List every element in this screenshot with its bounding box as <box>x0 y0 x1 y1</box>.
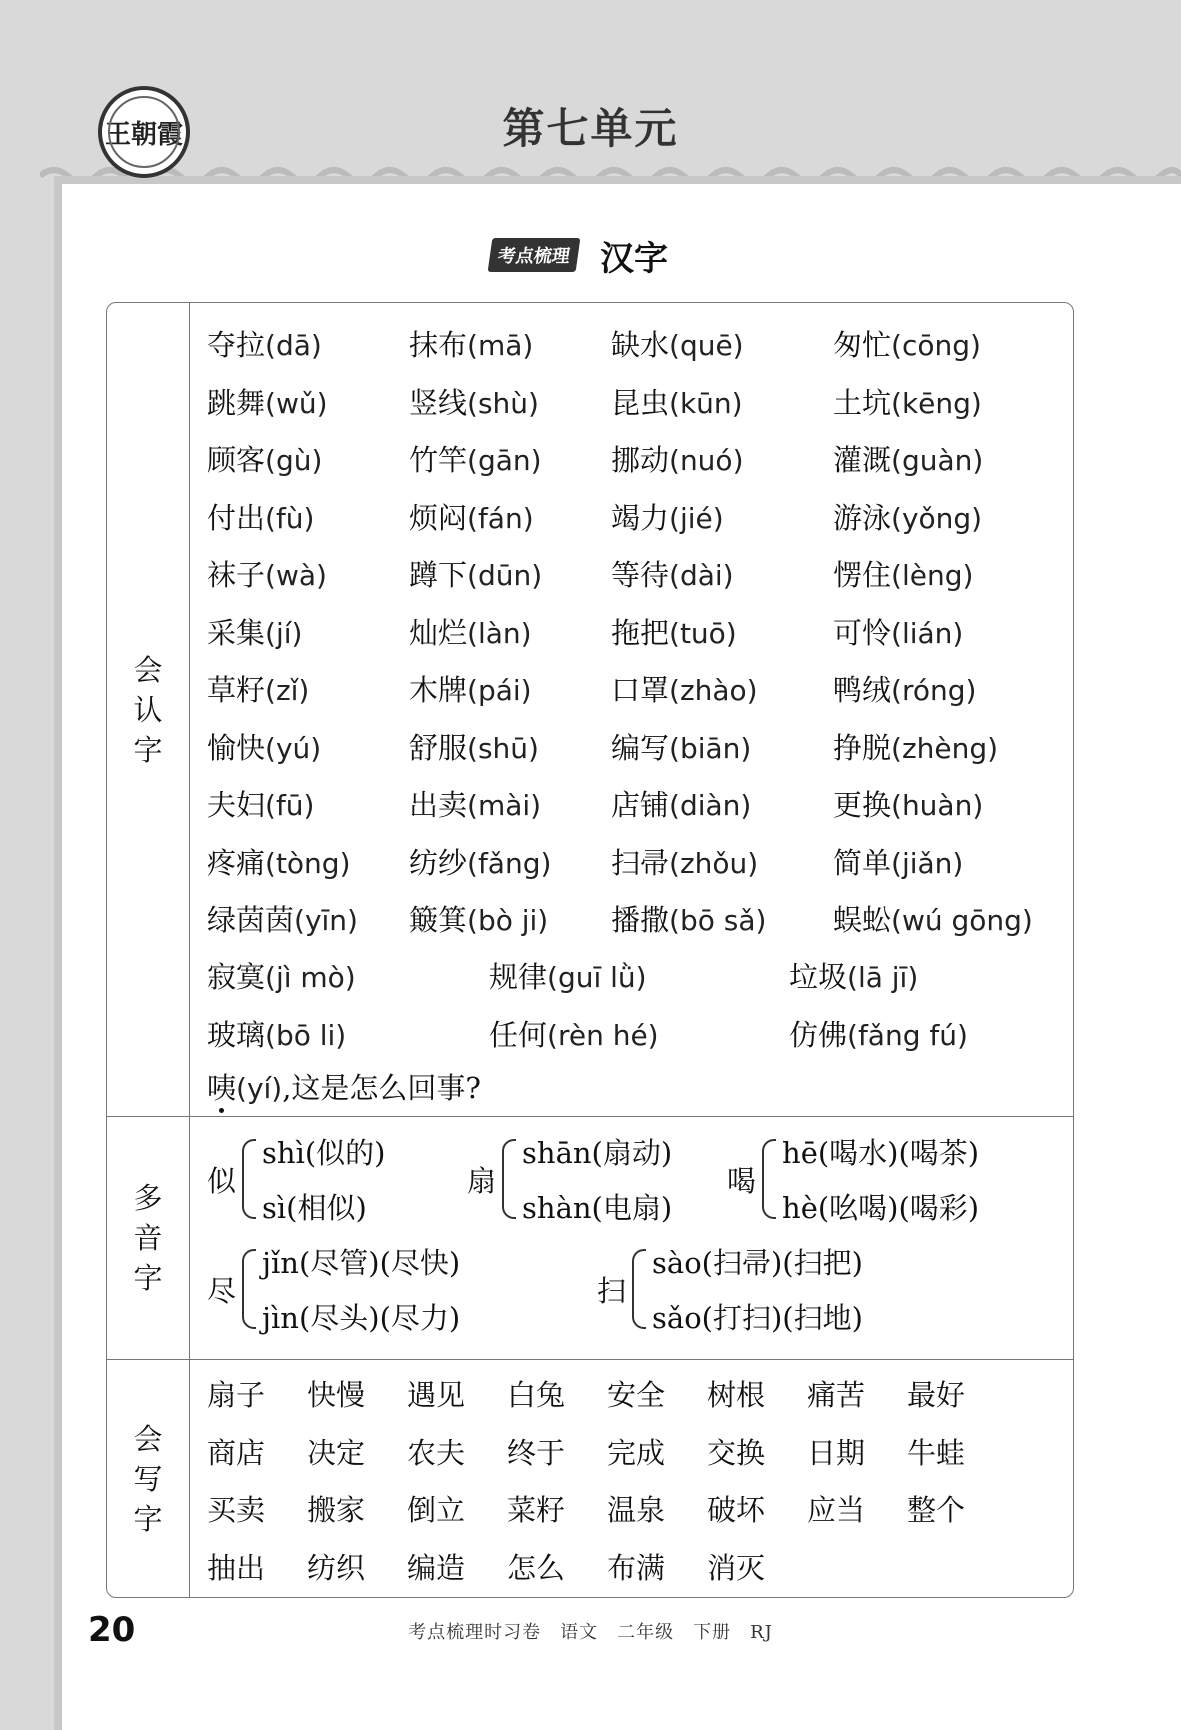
vocab-word: 竭力 <box>611 500 670 535</box>
vocab-item <box>833 553 1067 594</box>
vocab-word: 顾客 <box>207 443 266 478</box>
vocab-word: 抹布 <box>409 328 468 363</box>
vocab-word: 任何 <box>489 1017 548 1052</box>
vocab-pinyin: (wú gōng) <box>891 904 1033 938</box>
polyphone-item <box>207 1131 385 1227</box>
vocab-word: 游泳 <box>833 500 892 535</box>
write-grid <box>207 1365 1067 1595</box>
write-word: 温泉 <box>607 1493 666 1528</box>
polyphone-readings <box>262 1131 385 1227</box>
vocab-item <box>409 611 611 652</box>
vocab-word: 夺拉 <box>207 328 266 363</box>
write-word: 倒立 <box>407 1493 466 1528</box>
label-polyphone: 多 音 字 <box>133 1180 163 1295</box>
vocab-item <box>611 668 833 709</box>
unit-title: 第七单元 <box>502 104 679 153</box>
vocab-word: 纺纱 <box>409 845 468 880</box>
vocab-word: 匆忙 <box>833 328 892 363</box>
polyphone-reading: sào(扫帚)(扫把) <box>652 1246 863 1280</box>
vocab-item <box>833 841 1067 882</box>
vocab-pinyin: (dā) <box>265 329 322 363</box>
write-word: 扇子 <box>207 1378 266 1413</box>
brace <box>762 1139 776 1219</box>
polyphone-readings <box>522 1131 672 1227</box>
vocab-item <box>409 323 611 364</box>
write-word: 牛蛙 <box>907 1435 966 1470</box>
polyphone-char: 喝 <box>727 1163 757 1198</box>
section-header <box>490 232 668 278</box>
vocab-word: 拖把 <box>611 615 670 650</box>
vocab-item <box>611 381 833 422</box>
vocab-word: 夫妇 <box>207 788 266 823</box>
vocab-pinyin: (lā jī) <box>847 961 919 995</box>
vocab-word: 鸭绒 <box>833 673 892 708</box>
vocab-word: 简单 <box>833 845 892 880</box>
vocab-item <box>207 841 409 882</box>
vocab-pinyin: (fǎng fú) <box>847 1018 968 1052</box>
polyphone-char: 似 <box>207 1163 237 1198</box>
vocab-pinyin: (róng) <box>891 674 977 708</box>
write-word: 编造 <box>407 1550 466 1585</box>
page-number: 20 <box>88 1610 136 1650</box>
vocab-word: 舒服 <box>409 730 468 765</box>
vocab-item <box>409 496 611 537</box>
vocab-pinyin: (zhǒu) <box>669 846 759 880</box>
vocab-pinyin: (rèn hé) <box>547 1018 659 1052</box>
vocab-item <box>409 438 611 479</box>
vocab-item <box>611 783 833 824</box>
polyphone-item <box>597 1241 863 1337</box>
vocab-pinyin: (zhào) <box>669 674 758 708</box>
write-word: 遇见 <box>407 1378 466 1413</box>
vocab-word: 采集 <box>207 615 266 650</box>
vocab-pinyin: (tòng) <box>265 846 351 880</box>
vocab-word: 蜈蚣 <box>833 903 892 938</box>
vocab-item <box>207 726 409 767</box>
vocab-item <box>489 1013 789 1054</box>
vocab-pinyin: (làn) <box>467 616 532 650</box>
vocab-pinyin: (gù) <box>265 444 323 478</box>
vocab-word: 跳舞 <box>207 385 266 420</box>
vocab-pinyin: (cōng) <box>891 329 981 363</box>
vocab-item <box>611 496 833 537</box>
write-word: 应当 <box>807 1493 866 1528</box>
vocab-item <box>611 726 833 767</box>
vocab-pinyin: (quē) <box>669 329 744 363</box>
vocab-pinyin: (tuō) <box>669 616 737 650</box>
vocab-item <box>489 955 789 996</box>
polyphone-item <box>727 1131 979 1227</box>
write-word: 菜籽 <box>507 1493 566 1528</box>
vocab-word: 草籽 <box>207 673 266 708</box>
brace <box>242 1139 256 1219</box>
recognize-sentence: 咦(yí),这是怎么回事? <box>207 1071 481 1105</box>
vocab-item <box>409 783 611 824</box>
characters-table <box>106 302 1074 1598</box>
vocab-item <box>833 381 1067 422</box>
vocab-word: 愣住 <box>833 558 892 593</box>
vocab-word: 挪动 <box>611 443 670 478</box>
vocab-item <box>207 668 409 709</box>
vocab-pinyin: (dūn) <box>467 559 543 593</box>
vocab-item <box>207 898 409 939</box>
vocab-word: 簸箕 <box>409 903 468 938</box>
vocab-word: 播撒 <box>611 903 670 938</box>
vocab-pinyin: (wà) <box>265 559 327 593</box>
write-word: 整个 <box>907 1493 966 1528</box>
write-word: 交换 <box>707 1435 766 1470</box>
vocab-word: 灿烂 <box>409 615 468 650</box>
vocab-item <box>409 726 611 767</box>
write-word: 怎么 <box>507 1550 566 1585</box>
vocab-pinyin: (guī lǜ) <box>547 961 647 995</box>
vocab-item <box>611 898 833 939</box>
polyphone-reading: hè(吆喝)(喝彩) <box>782 1191 980 1225</box>
vocab-word: 木牌 <box>409 673 468 708</box>
vocab-word: 规律 <box>489 960 548 995</box>
section-title: 汉字 <box>600 238 668 279</box>
vocab-pinyin: (fǎng) <box>467 846 552 880</box>
vocab-word: 寂寞 <box>207 960 266 995</box>
vocab-pinyin: (kēng) <box>891 386 982 420</box>
polyphone-reading: shàn(电扇) <box>522 1191 673 1225</box>
vocab-pinyin: (jié) <box>669 501 724 535</box>
vocab-word: 玻璃 <box>207 1017 266 1052</box>
polyphone-reading: sì(相似) <box>262 1191 367 1225</box>
vocab-word: 垃圾 <box>789 960 848 995</box>
vocab-word: 缺水 <box>611 328 670 363</box>
vocab-item <box>207 1013 489 1054</box>
polyphone-readings <box>782 1131 979 1227</box>
vocab-word: 土坑 <box>833 385 892 420</box>
write-word: 消灭 <box>707 1550 766 1585</box>
vocab-item <box>409 841 611 882</box>
polyphone-reading: sǎo(打扫)(扫地) <box>652 1301 863 1335</box>
vocab-pinyin: (mài) <box>467 789 542 823</box>
vocab-word: 挣脱 <box>833 730 892 765</box>
vocab-item <box>207 783 409 824</box>
vocab-pinyin: (fū) <box>265 789 315 823</box>
vocab-word: 烦闷 <box>409 500 468 535</box>
polyphone-reading: shān(扇动) <box>522 1136 673 1170</box>
vocab-pinyin: (fán) <box>467 501 534 535</box>
vocab-item <box>409 898 611 939</box>
vocab-word: 仿佛 <box>789 1017 848 1052</box>
write-word: 最好 <box>907 1378 966 1413</box>
vocab-item <box>611 841 833 882</box>
write-word: 抽出 <box>207 1550 266 1585</box>
vocab-pinyin: (yǒng) <box>891 501 983 535</box>
vocab-pinyin: (jì mò) <box>265 961 356 995</box>
vocab-pinyin: (zǐ) <box>265 674 310 708</box>
write-word: 农夫 <box>407 1435 466 1470</box>
write-word: 安全 <box>607 1378 666 1413</box>
vocab-pinyin: (yú) <box>265 731 322 765</box>
label-write: 会 写 字 <box>133 1422 163 1536</box>
vocab-item <box>833 438 1067 479</box>
label-recognize: 会 认 字 <box>133 652 163 767</box>
vocab-pinyin: (gān) <box>467 444 542 478</box>
vocab-item <box>207 496 409 537</box>
write-word: 快慢 <box>307 1378 366 1413</box>
vocab-item <box>207 438 409 479</box>
vocab-item <box>833 323 1067 364</box>
vocab-item <box>207 553 409 594</box>
vocab-pinyin: (lèng) <box>891 559 974 593</box>
logo-text: 王朝霞 <box>104 119 183 150</box>
vocab-pinyin: (shù) <box>467 386 539 420</box>
vocab-pinyin: (wǔ) <box>265 386 328 420</box>
vocab-word: 扫帚 <box>611 845 670 880</box>
vocab-pinyin: (kūn) <box>669 386 743 420</box>
write-word: 决定 <box>307 1435 366 1470</box>
vocab-item <box>611 553 833 594</box>
vocab-pinyin: (jiǎn) <box>891 846 964 880</box>
vocab-item <box>789 1013 1049 1054</box>
vocab-pinyin: (bō sǎ) <box>669 904 767 938</box>
vocab-word: 竖线 <box>409 385 468 420</box>
write-word: 终于 <box>507 1435 566 1470</box>
write-word: 日期 <box>807 1435 866 1470</box>
vocab-item <box>409 553 611 594</box>
vocab-pinyin: (bò ji) <box>467 904 549 938</box>
vocab-pinyin: (fù) <box>265 501 315 535</box>
polyphone-char: 扇 <box>467 1163 497 1198</box>
vocab-pinyin: (nuó) <box>669 444 744 478</box>
vocab-word: 出卖 <box>409 788 468 823</box>
vocab-pinyin: (jí) <box>265 616 303 650</box>
section-badge: 考点梳理 <box>488 238 581 272</box>
vocab-pinyin: (mā) <box>467 329 534 363</box>
vocab-word: 昆虫 <box>611 385 670 420</box>
write-word: 痛苦 <box>807 1378 866 1413</box>
vocab-item <box>207 323 409 364</box>
vocab-pinyin: (shū) <box>467 731 539 765</box>
polyphone-readings <box>262 1241 460 1337</box>
vocab-item <box>789 955 1049 996</box>
vocab-item <box>207 381 409 422</box>
vocab-item <box>611 611 833 652</box>
vocab-word: 愉快 <box>207 730 266 765</box>
recognize-grid-3col <box>207 947 1067 1062</box>
write-word: 树根 <box>707 1378 766 1413</box>
footer-text: 考点梳理时习卷 语文 二年级 下册 RJ <box>408 1622 773 1643</box>
vocab-pinyin: (dài) <box>669 559 734 593</box>
polyphone-reading: jǐn(尽管)(尽快) <box>262 1246 461 1280</box>
write-word: 商店 <box>207 1435 266 1470</box>
vocab-pinyin: (biān) <box>669 731 752 765</box>
polyphone-readings <box>652 1241 863 1337</box>
vocab-item <box>833 898 1067 939</box>
vocab-word: 店铺 <box>611 788 670 823</box>
vocab-item <box>409 668 611 709</box>
vocab-item <box>611 438 833 479</box>
vocab-pinyin: (yīn) <box>294 904 358 938</box>
vocab-word: 付出 <box>207 500 266 535</box>
write-word: 买卖 <box>207 1493 266 1528</box>
vocab-word: 绿茵茵 <box>207 903 295 938</box>
polyphone-reading: shì(似的) <box>262 1136 386 1170</box>
vocab-pinyin: (huàn) <box>891 789 984 823</box>
vocab-pinyin: (zhèng) <box>891 731 999 765</box>
polyphone-char: 扫 <box>597 1273 627 1308</box>
brace <box>502 1139 516 1219</box>
vocab-word: 竹竿 <box>409 443 468 478</box>
write-word: 布满 <box>607 1550 666 1585</box>
write-word: 破坏 <box>707 1493 766 1528</box>
vocab-word: 袜子 <box>207 558 266 593</box>
recognize-grid <box>207 315 1067 948</box>
polyphone-reading: hē(喝水)(喝茶) <box>782 1136 980 1170</box>
write-word: 白兔 <box>507 1378 566 1413</box>
polyphone-item <box>467 1131 672 1227</box>
vocab-item <box>833 668 1067 709</box>
vocab-word: 更换 <box>833 788 892 823</box>
vocab-item <box>207 611 409 652</box>
vocab-item <box>409 381 611 422</box>
brace <box>632 1249 646 1329</box>
vocab-item <box>833 611 1067 652</box>
vocab-pinyin: (guàn) <box>891 444 984 478</box>
polyphone-item <box>207 1241 460 1337</box>
vocab-pinyin: (pái) <box>467 674 532 708</box>
vocab-item <box>207 955 489 996</box>
vocab-pinyin: (bō li) <box>265 1018 347 1052</box>
vocab-word: 疼痛 <box>207 845 266 880</box>
polyphone-char: 尽 <box>207 1273 237 1308</box>
vocab-item <box>833 726 1067 767</box>
vocab-item <box>833 783 1067 824</box>
vocab-pinyin: (diàn) <box>669 789 752 823</box>
vocab-word: 蹲下 <box>409 558 468 593</box>
write-word: 完成 <box>607 1435 666 1470</box>
vocab-word: 编写 <box>611 730 670 765</box>
write-word: 纺织 <box>307 1550 366 1585</box>
vocab-item <box>833 496 1067 537</box>
brace <box>242 1249 256 1329</box>
vocab-word: 灌溉 <box>833 443 892 478</box>
vocab-pinyin: (lián) <box>891 616 964 650</box>
polyphone-reading: jìn(尽头)(尽力) <box>262 1301 461 1335</box>
vocab-word: 口罩 <box>611 673 670 708</box>
vocab-item <box>611 323 833 364</box>
vocab-word: 可怜 <box>833 615 892 650</box>
vocab-word: 等待 <box>611 558 670 593</box>
write-word: 搬家 <box>307 1493 366 1528</box>
